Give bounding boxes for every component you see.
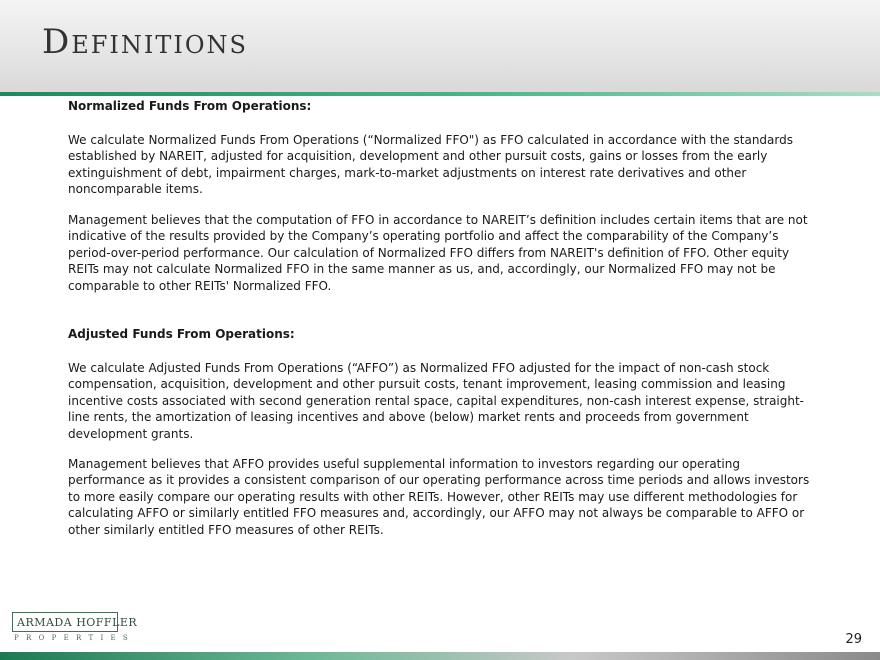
affo-definition: We calculate Adjusted Funds From Operations (“AFFO”) as Normalized FFO adjusted for the impact of non-cash stock compensation, acquisition, development and other pursuit costs, tenant improvement, leasing commission and leasing incentive costs associated with second generation rental space, capital expenditures, non-cash interest expense, straight-line rents, the amortization of leasing incentives and above (below) market rents and proceeds from government development grants. (68, 361, 805, 441)
affo-rationale: Management believes that AFFO provides useful supplemental information to investors regarding our operating performance as it provides a consistent comparison of our operating performance across time periods and allows investors to more easily compare our operating results with other REITs. However, other REITs may use different methodologies for calculating AFFO or similarly entitled FFO measures and, accordingly, our AFFO may not always be comparable to AFFO or other similarly entitled FFO measures of other REITs. (68, 457, 810, 537)
logo-frame (12, 612, 138, 632)
logo-subtitle: PROPERTIES (14, 634, 136, 642)
normalized-ffo-rationale: Management believes that the computation of FFO in accordance to NAREIT’s definition includes certain items that are not indicative of the results provided by the Company’s operating portfolio and affect the comparability of the Company’s period-over-period performance. Our calculation of Normalized FFO differs from NAREIT's definition of FFO. Other equity REITs may not calculate Normalized FFO in the same manner as us, and, accordingly, our Normalized FFO may not be comparable to other REITs' Normalized FFO. (68, 213, 808, 293)
section-heading-affo: Adjusted Funds From Operations: (68, 327, 295, 341)
slide-title: Definitions (42, 22, 248, 62)
company-logo (12, 612, 138, 646)
normalized-ffo-definition: We calculate Normalized Funds From Operations (“Normalized FFO") as FFO calculated in accordance with the standards established by NAREIT, adjusted for acquisition, development and other pursuit costs, gains or losses from the early extinguishment of debt, impairment charges, mark-to-market adjustments on interest rate derivatives and other noncomparable items. (68, 133, 793, 197)
header-divider (0, 92, 880, 96)
slide-header (0, 0, 880, 92)
page-number: 29 (845, 632, 862, 647)
footer-divider (0, 652, 880, 660)
section-heading-normalized-ffo: Normalized Funds From Operations: (68, 99, 312, 113)
logo-name: ARMADA HOFFLER (17, 616, 138, 629)
